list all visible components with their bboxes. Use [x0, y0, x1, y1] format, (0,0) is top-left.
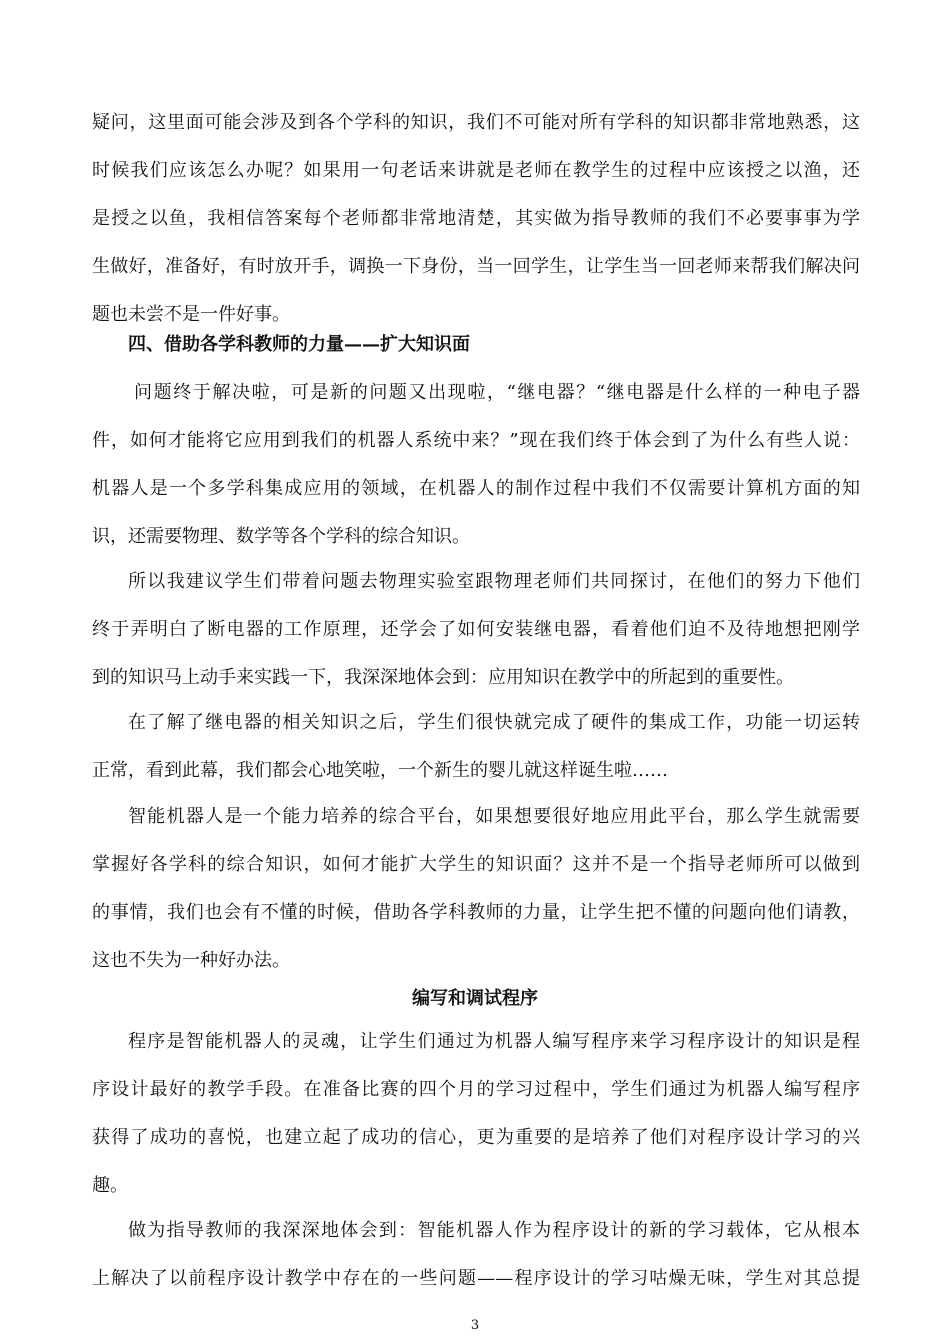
text-line: 的事情，我们也会有不懂的时候，借助各学科教师的力量，让学生把不懂的问题向他们请教， [92, 902, 860, 923]
text-line: 生做好，准备好，有时放开手，调换一下身份，当一回学生，让学生当一回老师来帮我们解决问 [92, 256, 860, 277]
text-line: 上解决了以前程序设计教学中存在的一些问题——程序设计的学习咕燥无味，学生对其总提 [92, 1268, 860, 1289]
text-line: 掌握好各学科的综合知识，如何才能扩大学生的知识面？这并不是一个指导老师所可以做到 [92, 854, 860, 875]
text-line: 这也不失为一种好办法。 [92, 950, 290, 971]
text-line: 件，如何才能将它应用到我们的机器人系统中来？”现在我们终于体会到了为什么有些人说： [92, 430, 860, 451]
page-number: 3 [470, 1318, 480, 1333]
text-line: 是授之以鱼，我相信答案每个老师都非常地清楚，其实做为指导教师的我们不必要事事为学 [92, 208, 860, 229]
text-line: 在了解了继电器的相关知识之后，学生们很快就完成了硬件的集成工作，功能一切运转 [128, 712, 860, 733]
text-line: 做为指导教师的我深深地体会到：智能机器人作为程序设计的新的学习载体，它从根本 [128, 1220, 860, 1241]
text-line: 获得了成功的喜悦，也建立起了成功的信心，更为重要的是培养了他们对程序设计学习的兴 [92, 1127, 860, 1148]
section-heading: 四、借助各学科教师的力量——扩大知识面 [128, 334, 470, 355]
text-line: 所以我建议学生们带着问题去物理实验室跟物理老师们共同探讨，在他们的努力下他们 [128, 571, 860, 592]
text-line: 正常，看到此幕，我们都会心地笑啦，一个新生的婴儿就这样诞生啦…… [92, 760, 668, 781]
text-line: 趣。 [92, 1175, 128, 1196]
text-line: 识，还需要物理、数学等各个学科的综合知识。 [92, 526, 470, 547]
text-line: 题也未尝不是一件好事。 [92, 304, 290, 325]
text-line: 机器人是一个多学科集成应用的领域，在机器人的制作过程中我们不仅需要计算机方面的知 [92, 478, 860, 499]
text-line: 终于弄明白了断电器的工作原理，还学会了如何安装继电器，看着他们迫不及待地想把刚学 [92, 619, 860, 640]
text-line: 到的知识马上动手来实践一下，我深深地体会到：应用知识在教学中的所起到的重要性。 [92, 667, 794, 688]
text-line: 程序是智能机器人的灵魂，让学生们通过为机器人编写程序来学习程序设计的知识是程 [128, 1031, 860, 1052]
text-line: 序设计最好的教学手段。在准备比赛的四个月的学习过程中，学生们通过为机器人编写程序 [92, 1079, 860, 1100]
text-line: 问题终于解决啦，可是新的问题又出现啦，“继电器？“继电器是什么样的一种电子器 [134, 382, 860, 403]
text-line: 疑问，这里面可能会涉及到各个学科的知识，我们不可能对所有学科的知识都非常地熟悉，这 [92, 112, 860, 133]
text-line: 智能机器人是一个能力培养的综合平台，如果想要很好地应用此平台，那么学生就需要 [128, 806, 860, 827]
section-heading-centered: 编写和调试程序 [412, 988, 538, 1009]
text-line: 时候我们应该怎么办呢？如果用一句老话来讲就是老师在教学生的过程中应该授之以渔，还 [92, 160, 860, 181]
